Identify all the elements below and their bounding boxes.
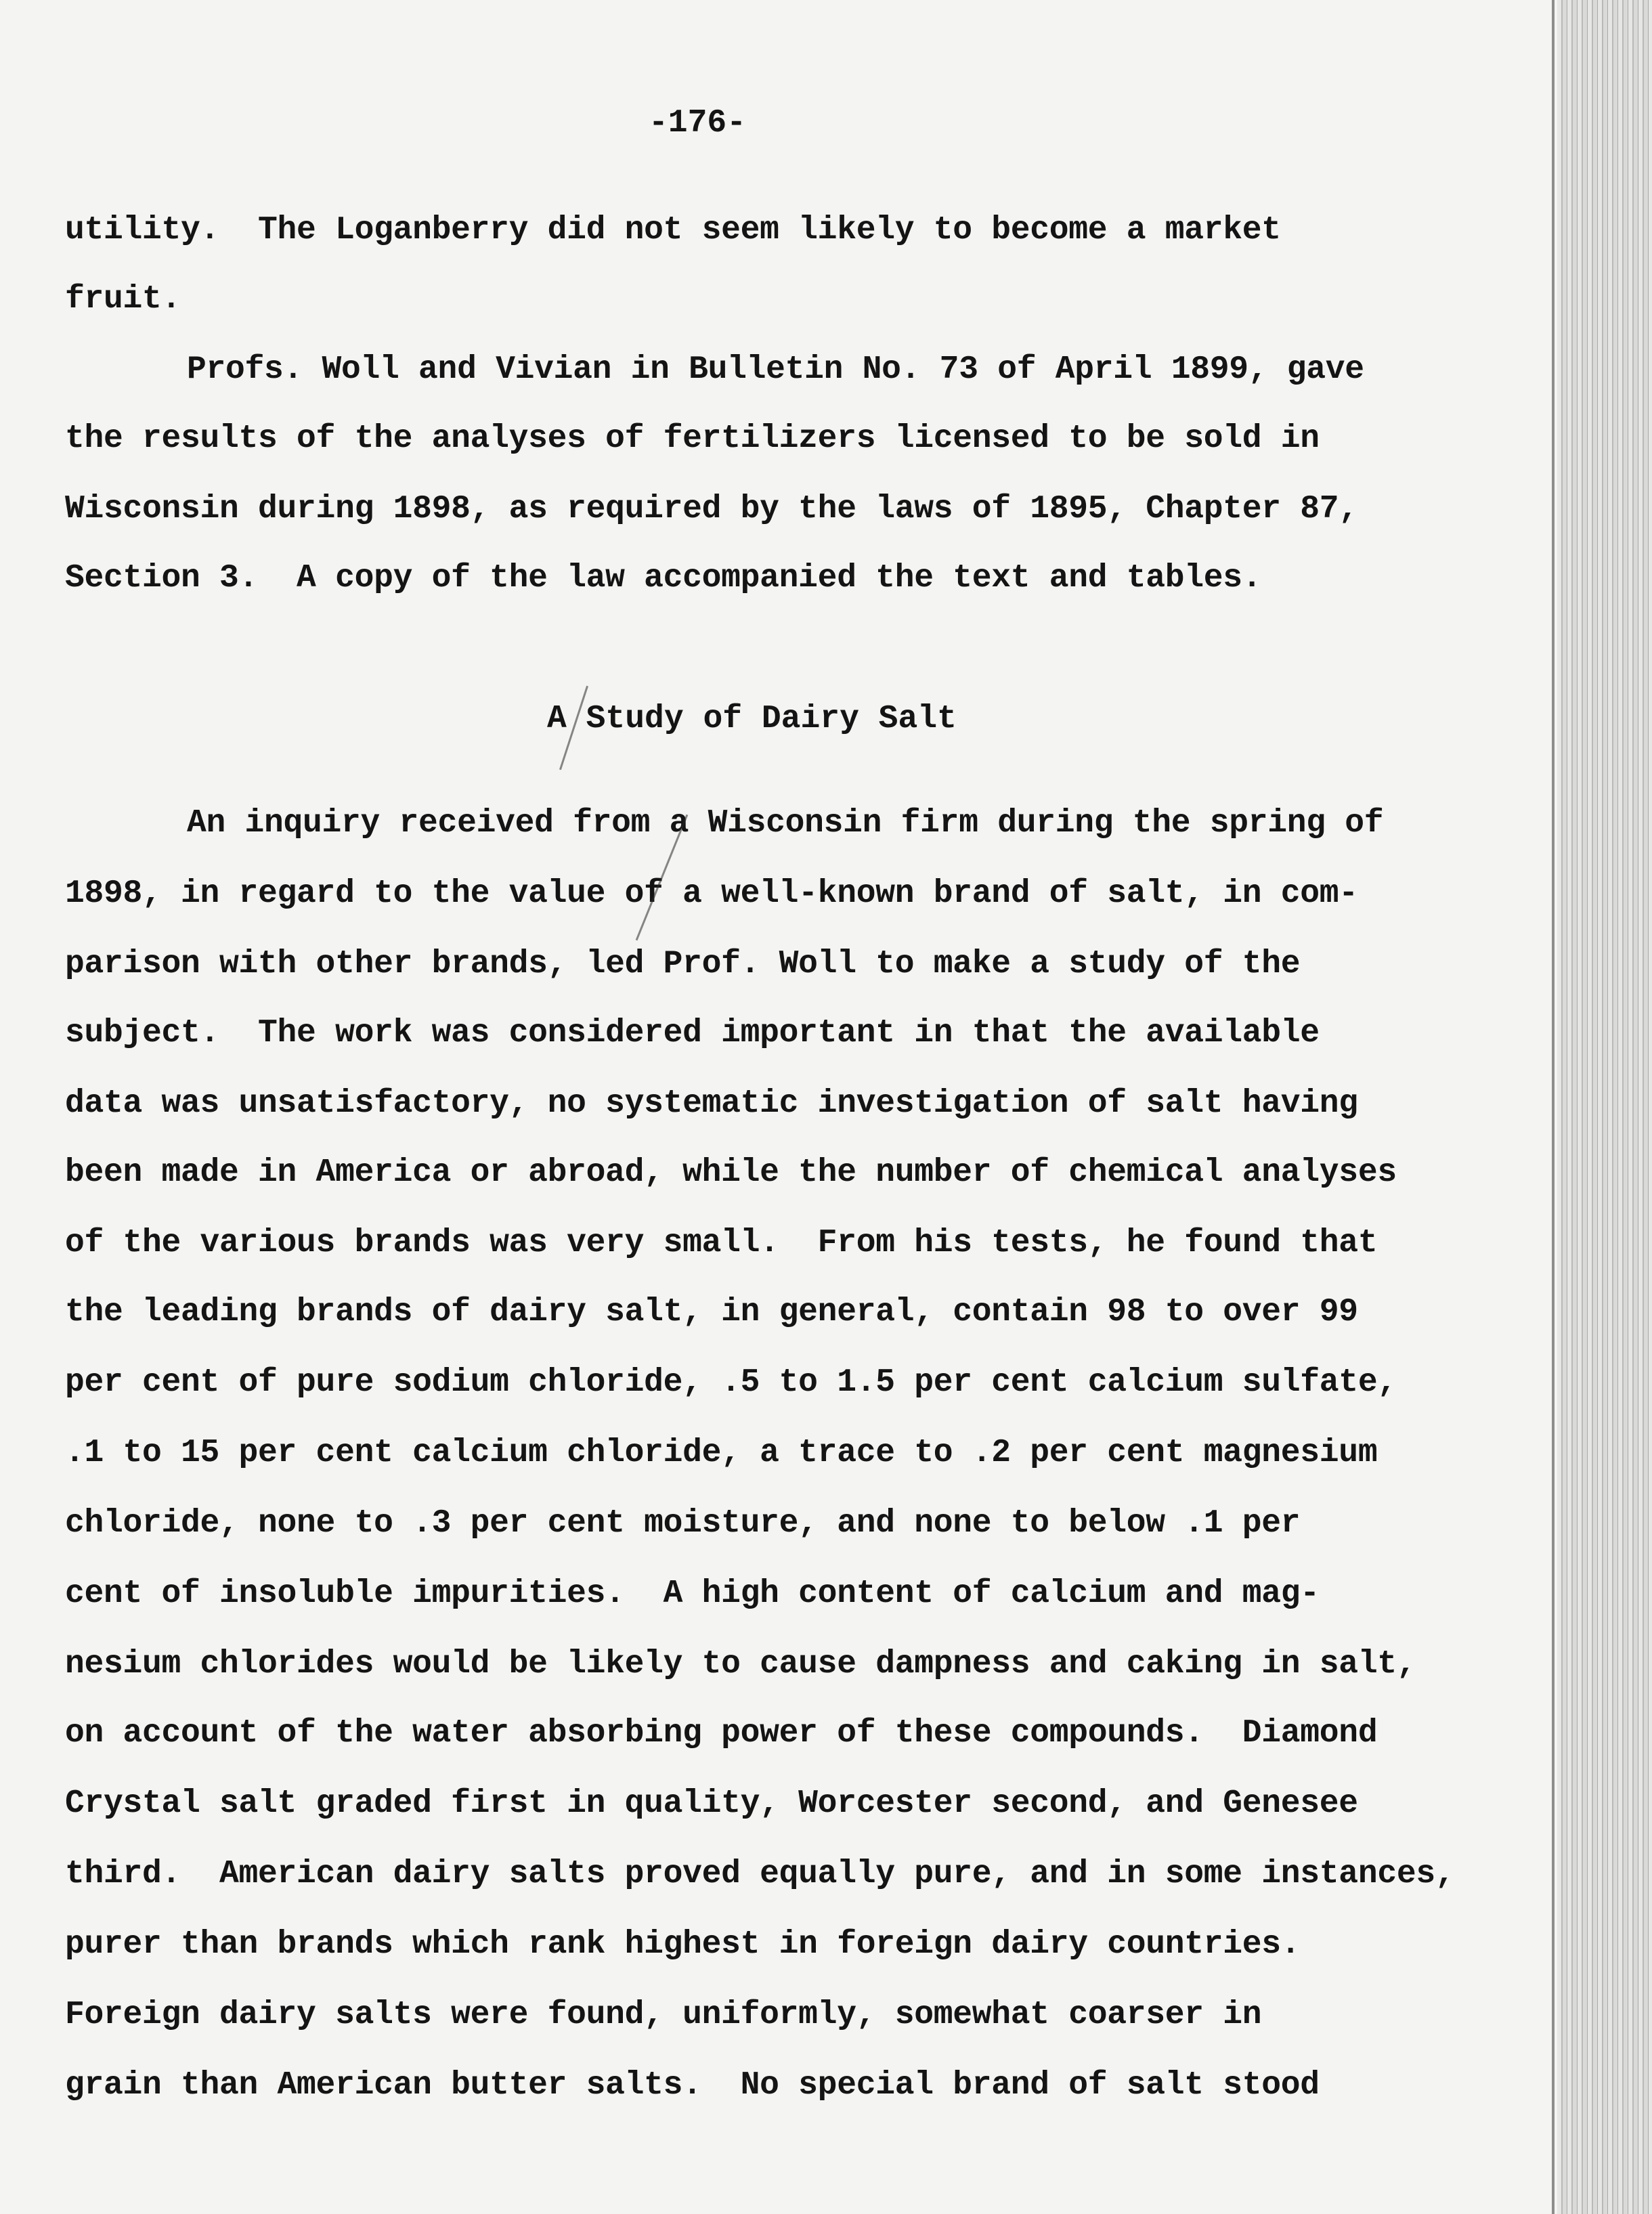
paragraph-3-line-8: the leading brands of dairy salt, in general, contain 98 to over 99 <box>65 1294 1358 1330</box>
paragraph-1-line-1: utility. The Loganberry did not seem likely to become a market <box>65 212 1281 248</box>
paragraph-3-line-13: nesium chlorides would be likely to cause dampness and caking in salt, <box>65 1646 1416 1683</box>
section-heading: A Study of Dairy Salt <box>547 701 957 737</box>
paragraph-3-line-1: An inquiry received from a Wisconsin firm during the spring of <box>187 805 1384 842</box>
paragraph-3-line-3: parison with other brands, led Prof. Woll to make a study of the <box>65 946 1301 982</box>
book-page-edges <box>1557 0 1652 2214</box>
page-number: -176- <box>648 105 747 142</box>
paragraph-3-line-4: subject. The work was considered important in that the available <box>65 1015 1320 1051</box>
paragraph-3-line-17: purer than brands which rank highest in foreign dairy countries. <box>65 1926 1301 1963</box>
paragraph-3-line-15: Crystal salt graded first in quality, Worcester second, and Genesee <box>65 1785 1358 1822</box>
paragraph-1-line-2: fruit. <box>65 281 181 318</box>
paragraph-3-line-9: per cent of pure sodium chloride, .5 to 1.5 per cent calcium sulfate, <box>65 1364 1397 1401</box>
paragraph-3-line-14: on account of the water absorbing power of these compounds. Diamond <box>65 1715 1378 1752</box>
paragraph-3-line-16: third. American dairy salts proved equally pure, and in some instances, <box>65 1856 1455 1892</box>
paragraph-3-line-6: been made in America or abroad, while the number of chemical analyses <box>65 1154 1397 1191</box>
paragraph-2-line-2: the results of the analyses of fertilizers licensed to be sold in <box>65 420 1320 457</box>
paragraph-3-line-18: Foreign dairy salts were found, uniformly, somewhat coarser in <box>65 1997 1262 2033</box>
paragraph-3-line-12: cent of insoluble impurities. A high content of calcium and mag- <box>65 1576 1320 1612</box>
paragraph-3-line-2: 1898, in regard to the value of a well-known brand of salt, in com- <box>65 875 1358 912</box>
paragraph-2-line-3: Wisconsin during 1898, as required by the laws of 1895, Chapter 87, <box>65 491 1358 527</box>
paragraph-2-line-1: Profs. Woll and Vivian in Bulletin No. 73 of April 1899, gave <box>187 351 1364 388</box>
paragraph-3-line-10: .1 to 15 per cent calcium chloride, a trace to .2 per cent magnesium <box>65 1435 1378 1471</box>
paragraph-3-line-5: data was unsatisfactory, no systematic investigation of salt having <box>65 1085 1358 1122</box>
paragraph-3-line-7: of the various brands was very small. From his tests, he found that <box>65 1225 1378 1261</box>
page-edge-line <box>1552 0 1555 2214</box>
paragraph-3-line-19: grain than American butter salts. No special brand of salt stood <box>65 2067 1320 2104</box>
paragraph-3-line-11: chloride, none to .3 per cent moisture, and none to below .1 per <box>65 1505 1301 1542</box>
paragraph-2-line-4: Section 3. A copy of the law accompanied the text and tables. <box>65 560 1262 596</box>
